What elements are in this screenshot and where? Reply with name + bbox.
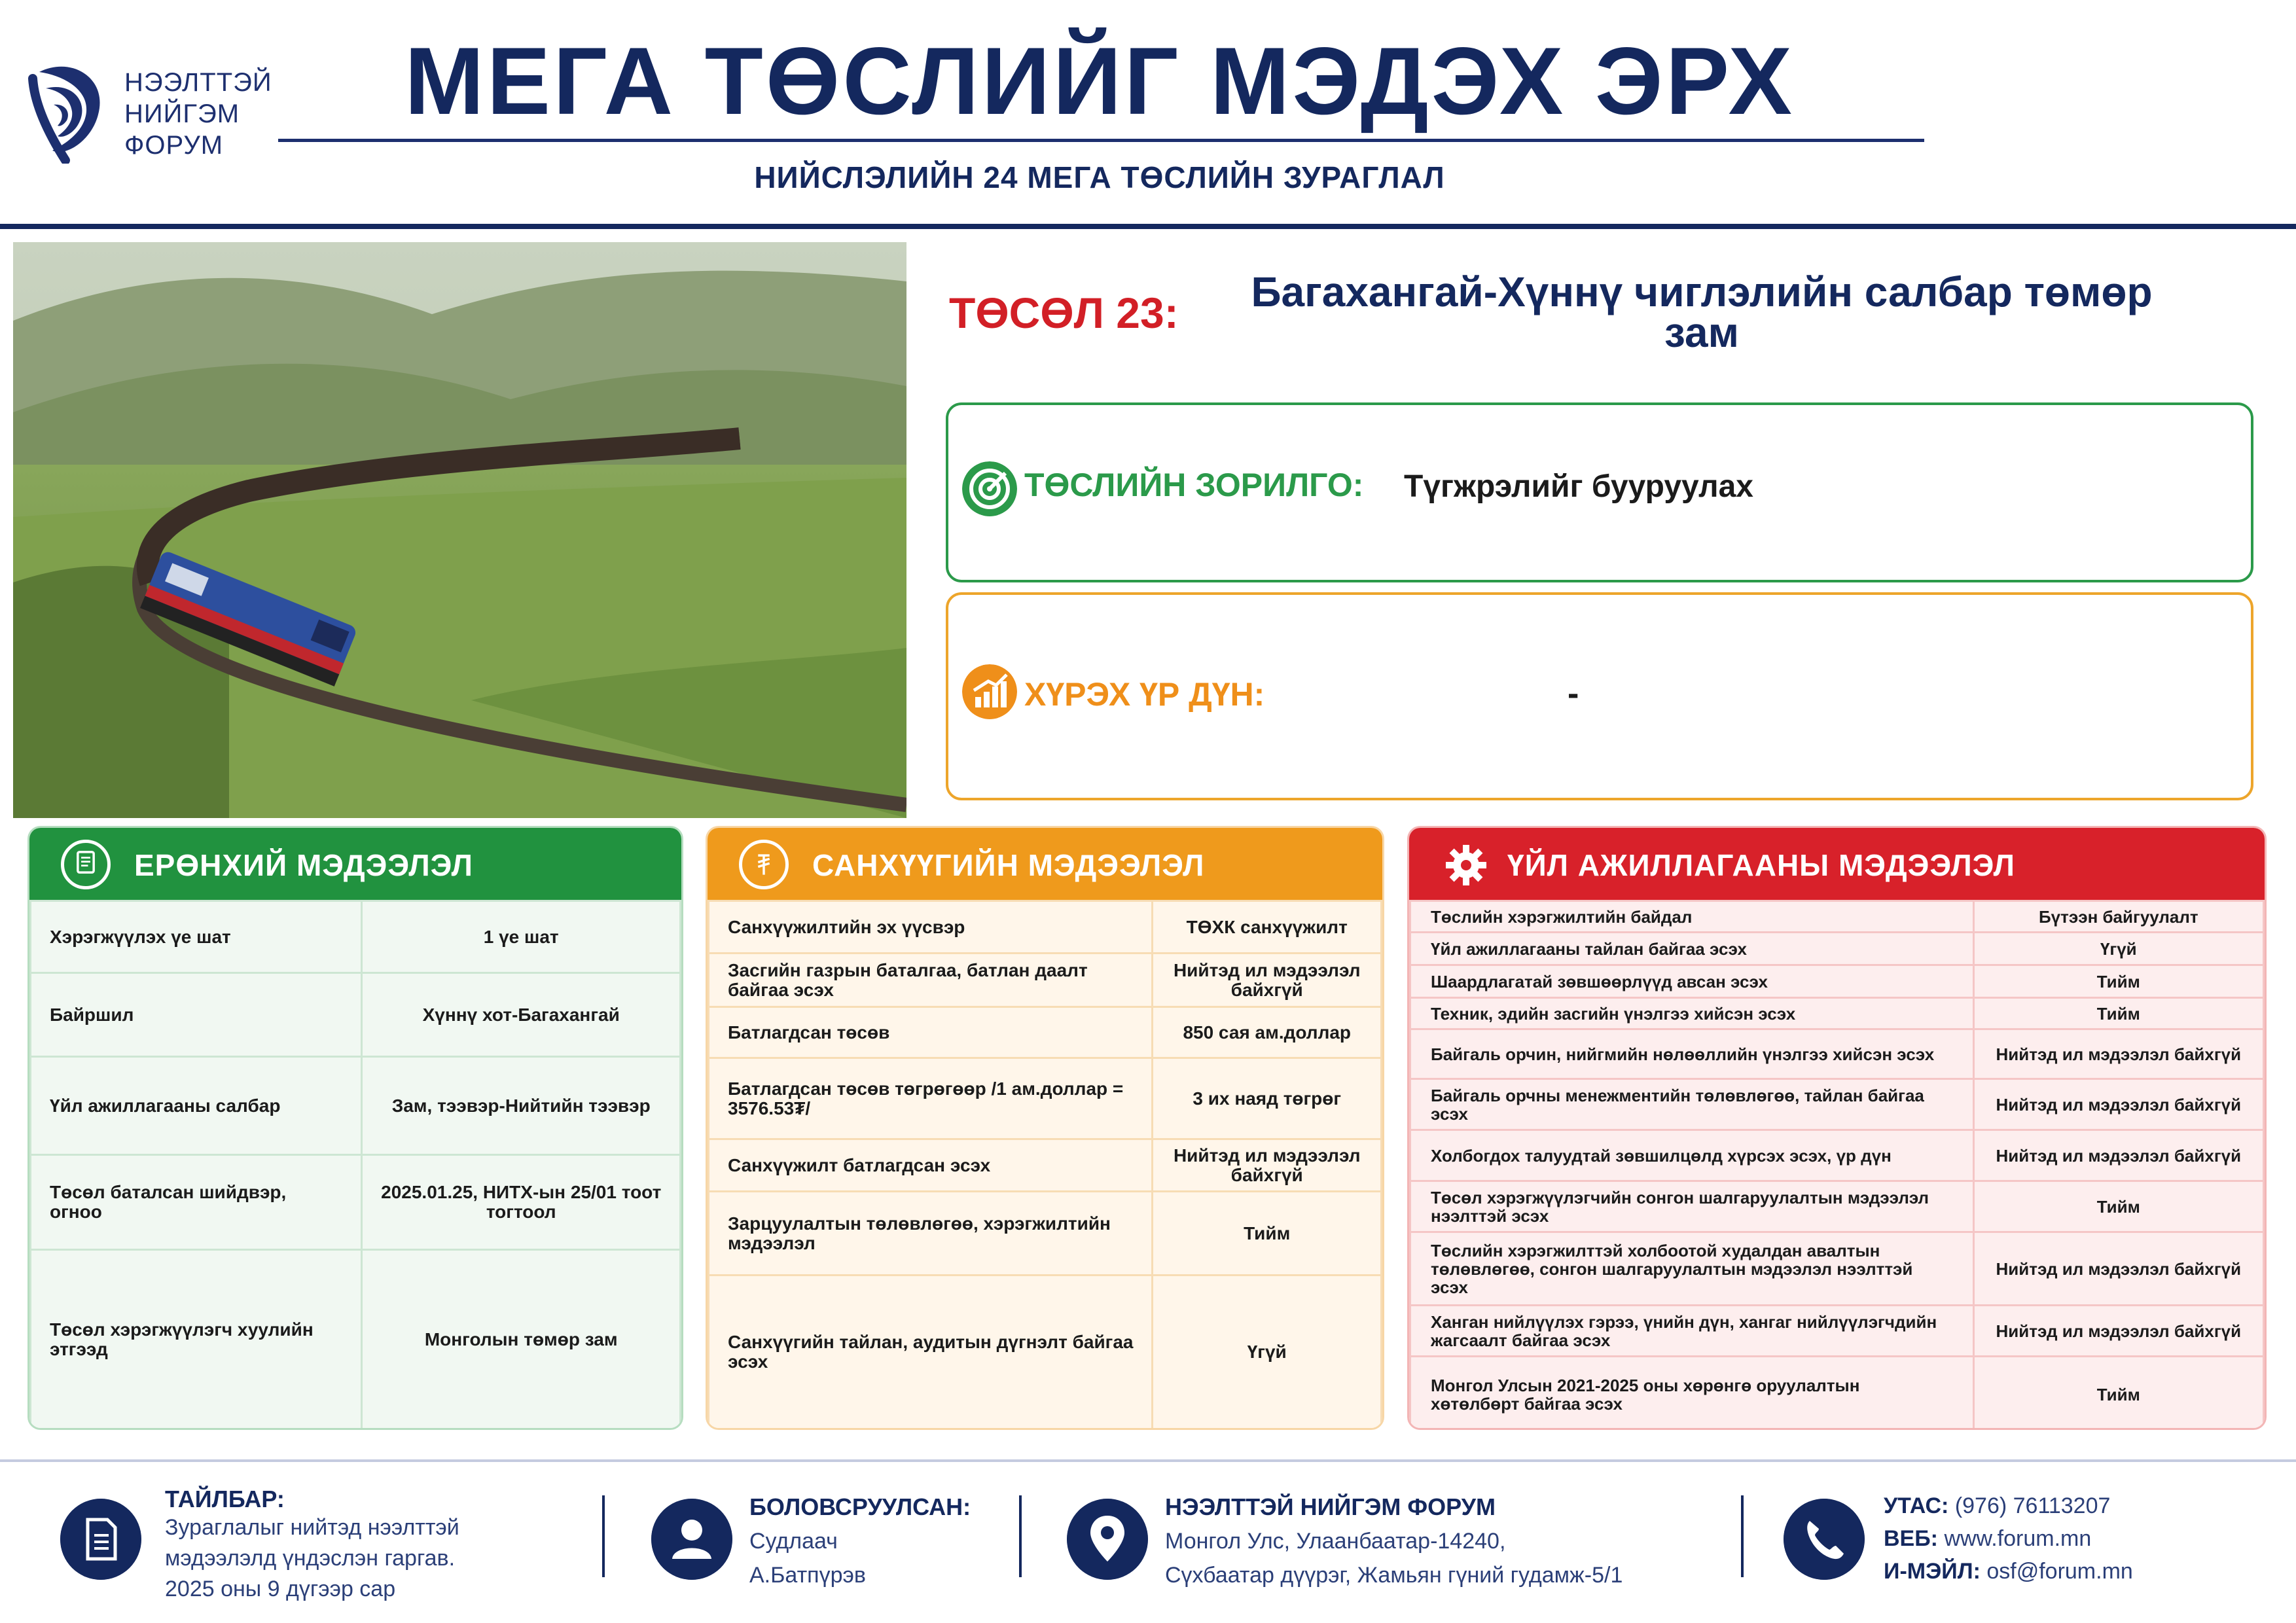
email-link[interactable]: osf@forum.mn: [1986, 1559, 2133, 1584]
row-value: Монголын төмөр зам: [362, 1250, 681, 1429]
header-divider: [0, 224, 2296, 229]
row-key: Батлагдсан төсөв төгрөгөөр /1 ам.доллар = 3576.53₮/: [709, 1058, 1153, 1139]
row-key: Шаардлагатай зөвшөөрлүүд авсан эсэх: [1410, 965, 1974, 998]
person-icon: [651, 1499, 732, 1580]
row-key: Техник, эдийн засгийн үнэлгээ хийсэн эсэх: [1410, 998, 1974, 1029]
logo-line-1: НЭЭЛТТЭЙ: [124, 68, 272, 97]
footer-note-line-2: мэдээлэлд үндэслэн гаргав.: [165, 1546, 456, 1571]
goal-value: Түгжрэлийг бууруулах: [1404, 469, 1753, 504]
table-row: [709, 1275, 1382, 1429]
footer-org-line-1: Монгол Улс, Улаанбаатар-14240,: [1165, 1529, 1506, 1554]
location-pin-icon: [1067, 1499, 1148, 1580]
row-key: Ханган нийлүүлэх гэрээ, үнийн дүн, хангаг нийлүүлэгчдийн жагсаалт байгаа эсэх: [1410, 1306, 1974, 1357]
row-key: Төсөл хэрэгжүүлэгчийн сонгон шалгаруулалтын мэдээлэл нээлттэй эсэх: [1410, 1181, 1974, 1232]
row-value: Нийтэд ил мэдээлэл байхгүй: [1973, 1306, 2263, 1357]
gear-icon: [1443, 842, 1489, 888]
tugrik-coin-icon: [739, 840, 789, 889]
page-title: МЕГА ТӨСЛИЙГ МЭДЭХ ЭРХ: [404, 27, 1795, 134]
note-icon: [60, 1499, 141, 1580]
logo-text: [124, 67, 272, 161]
table-row: [1410, 998, 2264, 1029]
row-value: 3 их наяд төгрөг: [1153, 1058, 1382, 1139]
row-key: Зарцуулалтын төлөвлөгөө, хэрэгжилтийн мэдээлэл: [709, 1192, 1153, 1275]
project-name: [1198, 268, 2206, 356]
row-key: Байгаль орчин, нийгмийн нөлөөллийн үнэлгээ хийсэн эсэх: [1410, 1029, 1974, 1079]
row-value: Нийтэд ил мэдээлэл байхгүй: [1973, 1029, 2263, 1079]
footer-author-title: БОЛОВСРУУЛСАН:: [749, 1493, 971, 1520]
row-value: Тийм: [1973, 965, 2263, 998]
footer-note-line-3: 2025 оны 9 дүгээр сар: [165, 1577, 396, 1601]
table-row: [1410, 901, 2264, 933]
row-key: Холбогдох талуудтай зөвшилцөлд хүрсэх эсэх, үр дүн: [1410, 1130, 1974, 1181]
title-divider: [278, 139, 1924, 142]
row-value: Нийтэд ил мэдээлэл байхгүй: [1973, 1232, 2263, 1306]
table-row: [31, 973, 681, 1057]
general-info-panel: [27, 826, 683, 1430]
row-key: Үйл ажиллагааны тайлан байгаа эсэх: [1410, 933, 1974, 965]
general-info-title: ЕРӨНХИЙ МЭДЭЭЛЭЛ: [134, 848, 473, 882]
operations-info-title: ҮЙЛ АЖИЛЛАГААНЫ МЭДЭЭЛЭЛ: [1507, 848, 2015, 882]
phone-value[interactable]: (976) 76113207: [1954, 1493, 2111, 1518]
row-value: Тийм: [1973, 1357, 2263, 1431]
row-value: Тийм: [1153, 1192, 1382, 1275]
row-value: Нийтэд ил мэдээлэл байхгүй: [1153, 1139, 1382, 1192]
row-value: Үгүй: [1973, 933, 2263, 965]
footer-separator: [1741, 1495, 1744, 1577]
table-row: [709, 1007, 1382, 1058]
email-label: И-МЭЙЛ:: [1884, 1559, 1981, 1584]
target-icon: [962, 461, 1017, 516]
row-key: Үйл ажиллагааны салбар: [31, 1057, 362, 1155]
result-label: ХҮРЭХ ҮР ДҮН:: [1024, 676, 1265, 713]
table-row: [31, 1057, 681, 1155]
footer-separator: [602, 1495, 605, 1577]
table-row: [1410, 1130, 2264, 1181]
row-value: Зам, тээвэр-Нийтийн тээвэр: [362, 1057, 681, 1155]
project-name-line-1: Багахангай-Хүннү чиглэлийн салбар төмөр: [1251, 268, 2153, 315]
table-row: [31, 1155, 681, 1250]
finance-info-header: [708, 828, 1382, 900]
operations-info-panel: [1407, 826, 2267, 1430]
footer-note-title: ТАЙЛБАР:: [165, 1486, 285, 1512]
general-info-table: [29, 900, 681, 1430]
footer-phone: [1884, 1493, 2110, 1519]
row-key: Байршил: [31, 973, 362, 1057]
row-value: Хүннү хот-Багахангай: [362, 973, 681, 1057]
table-row: [1410, 965, 2264, 998]
row-key: Батлагдсан төсөв: [709, 1007, 1153, 1058]
project-number: ТӨСӨЛ 23:: [949, 289, 1179, 337]
growth-chart-icon: [962, 664, 1017, 719]
row-value: Тийм: [1973, 998, 2263, 1029]
goal-label: ТӨСЛИЙН ЗОРИЛГО:: [1024, 467, 1364, 503]
row-key: Хэрэгжүүлэх үе шат: [31, 901, 362, 973]
row-key: Төсөл хэрэгжүүлэгч хуулийн этгээд: [31, 1250, 362, 1429]
table-row: [709, 954, 1382, 1007]
web-link[interactable]: www.forum.mn: [1944, 1526, 2092, 1551]
row-key: Засгийн газрын баталгаа, батлан даалт байгаа эсэх: [709, 954, 1153, 1007]
table-row: [31, 1250, 681, 1429]
footer-separator: [1019, 1495, 1022, 1577]
table-row: [709, 1192, 1382, 1275]
project-photo: [13, 242, 906, 818]
row-value: ТӨХК санхүүжилт: [1153, 901, 1382, 954]
table-row: [1410, 933, 2264, 965]
general-info-header: [29, 828, 681, 900]
footer-org-line-2: Сүхбаатар дүүрэг, Жамьян гүний гудамж-5/1: [1165, 1563, 1623, 1588]
footer-note-line-1: Зураглалыг нийтэд нээлттэй: [165, 1515, 459, 1540]
page-subtitle: НИЙСЛЭЛИЙН 24 МЕГА ТӨСЛИЙН ЗУРАГЛАЛ: [754, 160, 1445, 194]
table-row: [709, 1058, 1382, 1139]
footer-divider: [0, 1459, 2296, 1462]
row-value: Нийтэд ил мэдээлэл байхгүй: [1973, 1079, 2263, 1130]
web-label: ВЕБ:: [1884, 1526, 1938, 1551]
table-row: [1410, 1029, 2264, 1079]
footer-org-title: НЭЭЛТТЭЙ НИЙГЭМ ФОРУМ: [1165, 1493, 1496, 1520]
table-row: [1410, 1079, 2264, 1130]
finance-info-panel: [706, 826, 1384, 1430]
table-row: [1410, 1306, 2264, 1357]
phone-label: УТАС:: [1884, 1493, 1949, 1518]
footer-email: [1884, 1559, 2133, 1584]
phone-icon: [1784, 1499, 1865, 1580]
row-value: 850 сая ам.доллар: [1153, 1007, 1382, 1058]
result-value: -: [1568, 675, 1579, 713]
row-key: Байгаль орчны менежментийн төлөвлөгөө, тайлан байгаа эсэх: [1410, 1079, 1974, 1130]
row-key: Төслийн хэрэгжилттэй холбоотой худалдан авалтын төлөвлөгөө, сонгон шалгаруулалтын мэдээлэл нээлттэй эсэх: [1410, 1232, 1974, 1306]
project-name-line-2: зам: [1664, 309, 1739, 356]
table-row: [31, 901, 681, 973]
row-value: Бүтээн байгуулалт: [1973, 901, 2263, 933]
logo: [26, 52, 275, 170]
row-value: Нийтэд ил мэдээлэл байхгүй: [1153, 954, 1382, 1007]
logo-mark-icon: [26, 59, 111, 164]
table-row: [1410, 1357, 2264, 1431]
table-row: [709, 1139, 1382, 1192]
row-value: Тийм: [1973, 1181, 2263, 1232]
row-value: 1 үе шат: [362, 901, 681, 973]
row-key: Монгол Улсын 2021-2025 оны хөрөнгө оруулалтын хөтөлбөрт байгаа эсэх: [1410, 1357, 1974, 1431]
row-key: Төсөл баталсан шийдвэр, огноо: [31, 1155, 362, 1250]
footer-author-line-2: А.Батпүрэв: [749, 1563, 866, 1588]
row-key: Санхүүжилтийн эх үүсвэр: [709, 901, 1153, 954]
footer-author-line-1: Судлаач: [749, 1529, 838, 1554]
operations-info-table: [1409, 900, 2265, 1430]
row-value: Үгүй: [1153, 1275, 1382, 1429]
finance-info-table: [708, 900, 1382, 1430]
row-key: Төслийн хэрэгжилтийн байдал: [1410, 901, 1974, 933]
row-key: Санхүүгийн тайлан, аудитын дүгнэлт байгаа эсэх: [709, 1275, 1153, 1429]
finance-info-title: САНХҮҮГИЙН МЭДЭЭЛЭЛ: [812, 848, 1205, 882]
row-value: 2025.01.25, НИТХ-ын 25/01 тоот тогтоол: [362, 1155, 681, 1250]
table-row: [1410, 1232, 2264, 1306]
document-icon: [61, 840, 111, 889]
table-row: [709, 901, 1382, 954]
footer-web: [1884, 1526, 2091, 1552]
table-row: [1410, 1181, 2264, 1232]
logo-line-2: НИЙГЭМ: [124, 99, 240, 128]
row-value: Нийтэд ил мэдээлэл байхгүй: [1973, 1130, 2263, 1181]
logo-line-3: ФОРУМ: [124, 131, 224, 160]
row-key: Санхүүжилт батлагдсан эсэх: [709, 1139, 1153, 1192]
operations-info-header: [1409, 828, 2265, 900]
